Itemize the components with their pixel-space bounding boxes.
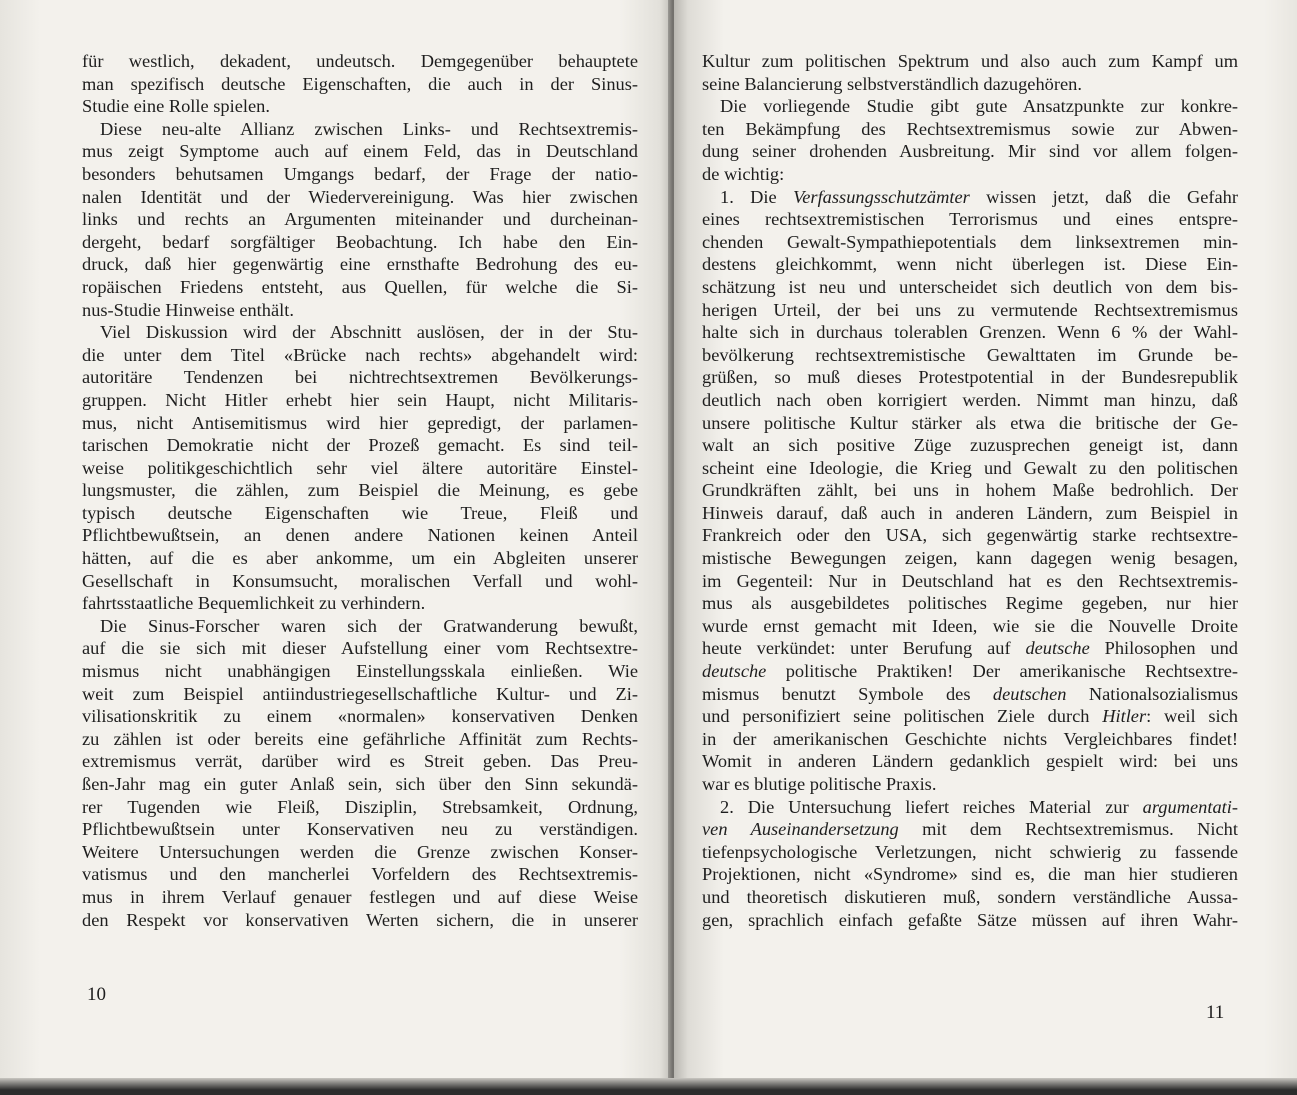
- text-line: [702, 637, 1238, 660]
- text-line: [702, 253, 1238, 276]
- italic-text: Hitler: [1102, 706, 1147, 727]
- text-line: [702, 728, 1238, 751]
- text-line: [702, 886, 1238, 909]
- text-line: Die Sinus-Forscher waren sich der Gratwanderung bewußt,: [100, 615, 638, 636]
- text-line: [702, 863, 1238, 886]
- text-line: den Respekt vor konservativen Werten sichern, die in unserer: [82, 909, 638, 930]
- text-segment: walt an sich positive Züge zuzusprechen geneigt ist, dann: [702, 435, 1238, 456]
- text-line: [702, 479, 1238, 502]
- text-line: [702, 208, 1238, 231]
- text-line: [702, 457, 1238, 480]
- italic-text: Verfassungsschutzämter: [793, 186, 970, 207]
- text-segment: wurde ernst gemacht mit Ideen, wie sie die Nouvelle Droite: [702, 615, 1238, 636]
- text-line: [702, 660, 1238, 683]
- text-segment: chenden Gewalt-Sympathiepotentials dem linksextremen min-: [702, 231, 1238, 252]
- text-segment: Die vorliegende Studie gibt gute Ansatzpunkte zur konkre-: [720, 96, 1238, 117]
- text-line: dergeht, bedarf sorgfältiger Beobachtung. Ich habe den Ein-: [82, 231, 638, 252]
- text-segment: seine Balancierung selbstverständlich dazugehören.: [702, 73, 1082, 94]
- text-line: hätten, auf die es aber ankomme, um ein Abgleiten unserer: [82, 548, 638, 569]
- text-line: Studie eine Rolle spielen.: [82, 96, 270, 117]
- text-segment: heute verkündet: unter Berufung auf: [702, 638, 1026, 659]
- text-segment: de wichtig:: [702, 163, 785, 184]
- text-line: vilisationskritik zu einem «normalen» konservativen Denken: [82, 706, 638, 727]
- italic-text: deutsche: [702, 661, 767, 682]
- text-segment: mismus benutzt Symbole des: [702, 683, 993, 704]
- text-line: [702, 615, 1238, 638]
- text-segment: bevölkerung rechtsextremistische Gewalttaten im Grunde be-: [702, 344, 1238, 365]
- text-line: [702, 389, 1238, 412]
- text-line: typisch deutsche Eigenschaften wie Treue, Fleiß und: [82, 502, 638, 523]
- text-line: mus in ihrem Verlauf genauer festlegen und auf diese Weise: [82, 886, 638, 907]
- text-line: [702, 570, 1238, 593]
- text-segment: ten Bekämpfung des Rechtsextremismus sowie zur Abwen-: [702, 118, 1238, 139]
- text-segment: Hinweis darauf, daß auch in anderen Ländern, zum Beispiel in: [702, 502, 1238, 523]
- text-segment: politische Praktiken! Der amerikanische Rechtsextre-: [766, 661, 1238, 682]
- page-bottom-edge: [0, 1078, 1297, 1095]
- text-line: [702, 73, 1238, 96]
- text-line: nus-Studie Hinweise enthält.: [82, 299, 294, 320]
- text-line: [702, 502, 1238, 525]
- text-line: mus zeigt Symptome auch auf einem Feld, das in Deutschland: [82, 141, 638, 162]
- text-segment: dung seiner drohenden Ausbreitung. Mir sind vor allem folgen-: [702, 141, 1238, 162]
- text-segment: Philosophen und: [1089, 638, 1238, 659]
- text-line: Diese neu-alte Allianz zwischen Links- und Rechtsextremis-: [100, 118, 638, 139]
- text-line: auf die sie sich mit dieser Aufstellung einer vom Rechtsextre-: [82, 638, 638, 659]
- text-segment: eines rechtsextremistischen Terrorismus und eines entspre-: [702, 209, 1238, 230]
- left-page-text: [82, 50, 638, 931]
- text-line: die unter dem Titel «Brücke nach rechts» abgehandelt wird:: [82, 344, 638, 365]
- text-line: [702, 412, 1238, 435]
- text-line: [702, 186, 1238, 209]
- text-line: [702, 818, 1238, 841]
- text-line: besonders behutsamen Umgangs bedarf, der Frage der natio-: [82, 163, 638, 184]
- text-line: [702, 434, 1238, 457]
- text-line: extremismus verrät, darüber wird es Streit geben. Das Preu-: [82, 751, 638, 772]
- italic-text: deutsche: [1025, 638, 1090, 659]
- text-line: [702, 909, 1238, 932]
- text-line: autoritäre Tendenzen bei nichtrechtsextremen Bevölkerungs-: [82, 367, 638, 388]
- page-number-right: 11: [1206, 1002, 1225, 1023]
- text-segment: destens gleichkommt, wenn nicht überlegen ist. Diese Ein-: [702, 254, 1238, 275]
- text-segment: und theoretisch diskutieren muß, sondern verständliche Aussa-: [702, 886, 1238, 907]
- text-segment: gen, sprachlich einfach gefaßte Sätze müssen auf ihren Wahr-: [702, 909, 1238, 930]
- text-segment: : weil sich: [1146, 706, 1238, 727]
- page-number-left: 10: [87, 984, 106, 1005]
- text-segment: schätzung ist neu und unterscheidet sich deutlich von dem bis-: [702, 276, 1238, 297]
- text-line: [702, 705, 1238, 728]
- text-line: tarischen Demokratie nicht der Prozeß gemacht. Es sind teil-: [82, 435, 638, 456]
- text-segment: und personifiziert seine politischen Ziele durch: [702, 706, 1103, 727]
- text-segment: herigen Urteil, der bei uns zu vermutende Rechtsextremismus: [702, 299, 1238, 320]
- text-line: [702, 547, 1238, 570]
- text-line: [702, 95, 1238, 118]
- text-line: zu zählen ist oder bereits eine gefährliche Affinität zum Rechts-: [82, 728, 638, 749]
- text-line: Gesellschaft in Konsumsucht, moralischen Verfall und wohl-: [82, 570, 638, 591]
- text-line: weit zum Beispiel antiindustriegesellschaftliche Kultur- und Zi-: [82, 683, 638, 704]
- text-segment: tiefenpsychologische Verletzungen, nicht schwierig zu fassende: [702, 841, 1238, 862]
- text-line: Weitere Untersuchungen werden die Grenze zwischen Konser-: [82, 841, 638, 862]
- text-segment: war es blutige politische Praxis.: [702, 774, 937, 794]
- right-page-text: [702, 50, 1238, 931]
- text-line: [702, 276, 1238, 299]
- text-segment: Kultur zum politischen Spektrum und also auch zum Kampf um: [702, 51, 1238, 71]
- text-line: rer Tugenden wie Fleiß, Disziplin, Strebsamkeit, Ordnung,: [82, 796, 638, 817]
- italic-text: deutschen: [992, 683, 1067, 704]
- text-segment: Nationalsozialismus: [1066, 683, 1239, 704]
- text-line: fahrtsstaatliche Bequemlichkeit zu verhindern.: [82, 593, 426, 614]
- text-line: gruppen. Nicht Hitler erhebt hier sein Haupt, nicht Militaris-: [82, 389, 638, 410]
- text-line: [702, 50, 1238, 73]
- text-line: [702, 118, 1238, 141]
- text-line: [702, 299, 1238, 322]
- text-line: [702, 321, 1238, 344]
- text-line: Viel Diskussion wird der Abschnitt auslösen, der in der Stu-: [100, 322, 638, 343]
- text-line: nalen Identität und der Wiedervereinigung. Was hier zwischen: [82, 186, 638, 207]
- text-line: [702, 231, 1238, 254]
- italic-text: ven Auseinandersetzung: [702, 819, 899, 840]
- text-segment: Frankreich oder den USA, sich gegenwärtig starke rechtsextre-: [702, 525, 1238, 546]
- text-segment: halte sich in durchaus tolerablen Grenzen. Wenn 6 % der Wahl-: [702, 322, 1238, 343]
- text-segment: Projektionen, nicht «Syndrome» sind es, die man hier studieren: [702, 864, 1238, 885]
- text-line: vatismus und den mancherlei Vorfeldern des Rechtsextremis-: [82, 864, 638, 885]
- text-line: [702, 163, 1238, 186]
- text-line: mismus nicht unabhängigen Einstellungsskala einließen. Wie: [82, 661, 638, 682]
- text-segment: unsere politische Kultur stärker als etwa die britische der Ge-: [702, 412, 1238, 433]
- right-page: [674, 0, 1297, 1080]
- text-line: [702, 773, 1238, 796]
- text-line: man spezifisch deutsche Eigenschaften, die auch in der Sinus-: [82, 73, 638, 94]
- text-line: [702, 750, 1238, 773]
- text-segment: wissen jetzt, daß die Gefahr: [969, 186, 1238, 207]
- text-line: [702, 841, 1238, 864]
- text-segment: mistische Bewegungen zeigen, kann dagegen wenig besagen,: [702, 548, 1238, 569]
- text-line: ropäischen Friedens entsteht, aus Quellen, für welche die Si-: [82, 276, 638, 297]
- text-line: [702, 366, 1238, 389]
- text-line: weise politikgeschichtlich sehr viel ältere autoritäre Einstel-: [82, 457, 638, 478]
- text-line: für westlich, dekadent, undeutsch. Demgegenüber behauptete: [82, 51, 638, 71]
- text-segment: in der amerikanischen Geschichte nichts Vergleichbares findet!: [702, 728, 1238, 749]
- text-line: ßen-Jahr mag ein guter Anlaß sein, sich über den Sinn sekundä-: [82, 774, 638, 794]
- text-line: [702, 683, 1238, 706]
- text-segment: Grundkräften zählt, bei uns in hohem Maße bedrohlich. Der: [702, 480, 1238, 501]
- text-segment: mit dem Rechtsextremismus. Nicht: [898, 819, 1238, 840]
- text-line: druck, daß hier gegenwärtig eine ernsthafte Bedrohung des eu-: [82, 254, 638, 275]
- text-line: [702, 344, 1238, 367]
- text-line: mus, nicht Antisemitismus wird hier gepredigt, der parlamen-: [82, 412, 638, 433]
- text-segment: grüßen, so muß dieses Protestpotential in der Bundesrepublik: [702, 367, 1238, 388]
- text-line: links und rechts an Argumenten miteinander und durcheinan-: [82, 209, 638, 230]
- text-line: Pflichtbewußtsein unter Konservativen neu zu verständigen.: [82, 819, 638, 840]
- text-segment: mus als ausgebildetes politisches Regime gegeben, nur hier: [702, 593, 1238, 614]
- text-segment: deutlich nach oben korrigiert werden. Nimmt man hinzu, daß: [702, 389, 1238, 410]
- text-line: [702, 524, 1238, 547]
- text-segment: Womit in anderen Ländern gedanklich gespielt wird: bei uns: [702, 751, 1238, 772]
- text-line: [702, 140, 1238, 163]
- text-segment: 2. Die Untersuchung liefert reiches Material zur: [720, 796, 1143, 817]
- italic-text: argumentati-: [1142, 796, 1238, 817]
- text-line: lungsmuster, die zählen, zum Beispiel die Meinung, es gebe: [82, 480, 638, 501]
- text-line: [702, 796, 1238, 819]
- text-segment: scheint eine Ideologie, die Krieg und Gewalt zu den politischen: [702, 457, 1238, 478]
- text-line: [702, 592, 1238, 615]
- text-segment: 1. Die: [720, 186, 794, 207]
- text-line: Pflichtbewußtsein, an denen andere Nationen keinen Anteil: [82, 525, 638, 546]
- text-segment: im Gegenteil: Nur in Deutschland hat es den Rechtsextremis-: [702, 570, 1238, 591]
